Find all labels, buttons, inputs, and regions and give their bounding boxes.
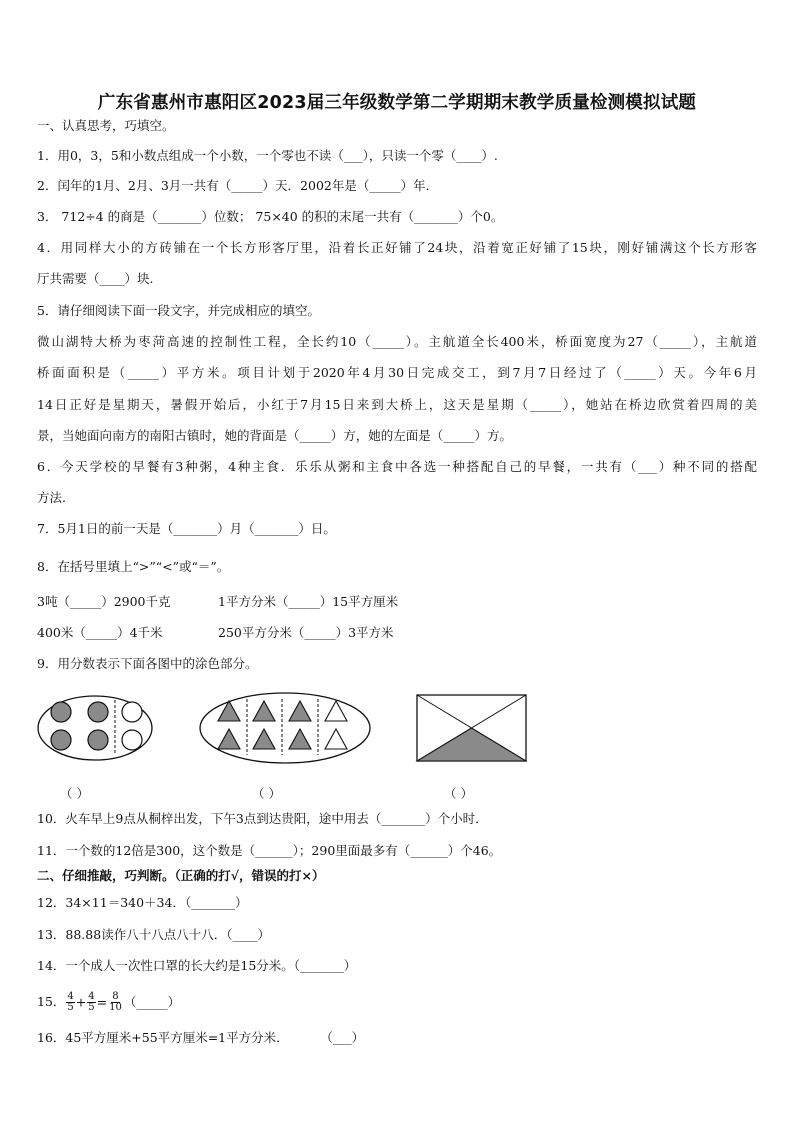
question-16: 16．45平方厘米+55平方厘米=1平方分米． （___） bbox=[37, 1030, 365, 1045]
shaded-circle bbox=[51, 730, 71, 750]
question-13: 13．88.88读作八十八点八十八．（____） bbox=[37, 927, 270, 942]
plus-sign: + bbox=[75, 994, 87, 1010]
question-1: 1．用0，3，5和小数点组成一个小数，一个零也不读（___），只读一个零（____）. bbox=[37, 148, 498, 163]
question-8-item-b: 1平方分米（_____）15平方厘米 bbox=[218, 594, 399, 609]
question-4-line-2: 厅共需要（____）块. bbox=[37, 271, 154, 286]
section-2-heading: 二、仔细推敲，巧判断。（正确的打√，错误的打×） bbox=[37, 868, 325, 883]
question-5-paragraph-line-4: 景，当她面向南方的南阳古镇时，她的背面是（_____）方，她的左面是（_____）方。 bbox=[37, 428, 513, 443]
question-15 bbox=[37, 990, 180, 1015]
figure-1-answer-blank: （ ） bbox=[60, 786, 89, 801]
empty-triangle bbox=[325, 701, 347, 721]
shaded-triangle bbox=[253, 701, 275, 721]
question-4-line-1: 4．用同样大小的方砖铺在一个长方形客厅里，沿着长正好铺了24块，沿着宽正好铺了15块，刚好铺满这个长方形客 bbox=[37, 240, 757, 255]
section-1-heading: 一、认真思考，巧填空。 bbox=[37, 118, 175, 133]
question-10: 10．火车早上9点从桐梓出发，下午3点到达贵阳，途中用去（_______）个小时． bbox=[37, 811, 488, 826]
question-7: 7．5月1日的前一天是（_______）月（_______）日。 bbox=[37, 521, 336, 536]
exam-title: 广东省惠州市惠阳区2023届三年级数学第二学期期末教学质量检测模拟试题 bbox=[97, 93, 697, 113]
shaded-circle bbox=[88, 702, 108, 722]
empty-circle bbox=[122, 702, 142, 722]
shaded-triangle bbox=[253, 729, 275, 749]
shaded-triangle bbox=[289, 729, 311, 749]
question-8: 8．在括号里填上“>”“<”或“＝”。 bbox=[37, 559, 230, 574]
question-5-paragraph-line-1: 微山湖特大桥为枣菏高速的控制性工程，全长约10（_____）。主航道全长400米，桥面宽度为27（_____），主航道 bbox=[37, 334, 757, 349]
question-8-item-a: 3吨（_____）2900千克 bbox=[37, 594, 171, 609]
question-8-item-c: 400米（_____）4千米 bbox=[37, 625, 163, 640]
question-6-line-1: 6．今天学校的早餐有3种粥，4种主食．乐乐从粥和主食中各选一种搭配自己的早餐，一共有（___）种不同的搭配 bbox=[37, 459, 757, 474]
question-8-item-d: 250平方分米（_____）3平方米 bbox=[218, 625, 394, 640]
question-14: 14．一个成人一次性口罩的长大约是15分米。（_______） bbox=[37, 958, 357, 973]
question-5-paragraph-line-3: 14日正好是星期天，暑假开始后，小红于7月15日来到大桥上，这天是星期（_____），她站在桥边欣赏着四周的美 bbox=[37, 397, 757, 412]
rectangle-figure bbox=[417, 695, 526, 761]
question-9: 9．用分数表示下面各图中的涂色部分。 bbox=[37, 656, 258, 671]
empty-circle bbox=[122, 730, 142, 750]
question-12: 12．34×11＝340＋34．（_______） bbox=[37, 895, 248, 910]
shaded-triangle bbox=[218, 729, 240, 749]
question-6-line-2: 方法. bbox=[37, 490, 66, 505]
shaded-circle bbox=[51, 702, 71, 722]
question-5-paragraph-line-2: 桥面面积是（_____）平方米。项目计划于2020年4月30日完成交工，到7月7日经过了（_____）天。今年6月 bbox=[37, 365, 757, 380]
question-15-label: 15． bbox=[37, 994, 66, 1009]
question-5: 5．请仔细阅读下面一段文字，并完成相应的填空。 bbox=[37, 303, 320, 318]
question-15-answer-blank: （_____） bbox=[123, 994, 181, 1010]
figure-3-answer-blank: （ ） bbox=[444, 786, 473, 801]
question-3: 3． 712÷4 的商是（_______）位数； 75×40 的积的末尾一共有（_______）个0。 bbox=[37, 209, 504, 224]
shaded-triangle bbox=[218, 701, 240, 721]
shaded-circle bbox=[88, 730, 108, 750]
question-2: 2．闰年的1月、2月、3月一共有（_____）天．2002年是（_____）年． bbox=[37, 178, 439, 193]
oval-circles-figure bbox=[38, 696, 152, 760]
question-9-figures bbox=[36, 691, 536, 767]
fraction-8-10: $\frac{8}{10}$ bbox=[109, 991, 122, 1013]
question-11: 11．一个数的12倍是300，这个数是（______）；290里面最多有（______）个46。 bbox=[37, 843, 502, 858]
oval-triangles-figure bbox=[200, 693, 370, 763]
empty-triangle bbox=[325, 729, 347, 749]
equals-sign: = bbox=[96, 994, 108, 1010]
fraction-4-5-second: $\frac{4}{5}$ bbox=[88, 991, 95, 1013]
shaded-triangle bbox=[289, 701, 311, 721]
fraction-4-5: $\frac{4}{5}$ bbox=[67, 991, 74, 1013]
figure-2-answer-blank: （ ） bbox=[252, 786, 281, 801]
